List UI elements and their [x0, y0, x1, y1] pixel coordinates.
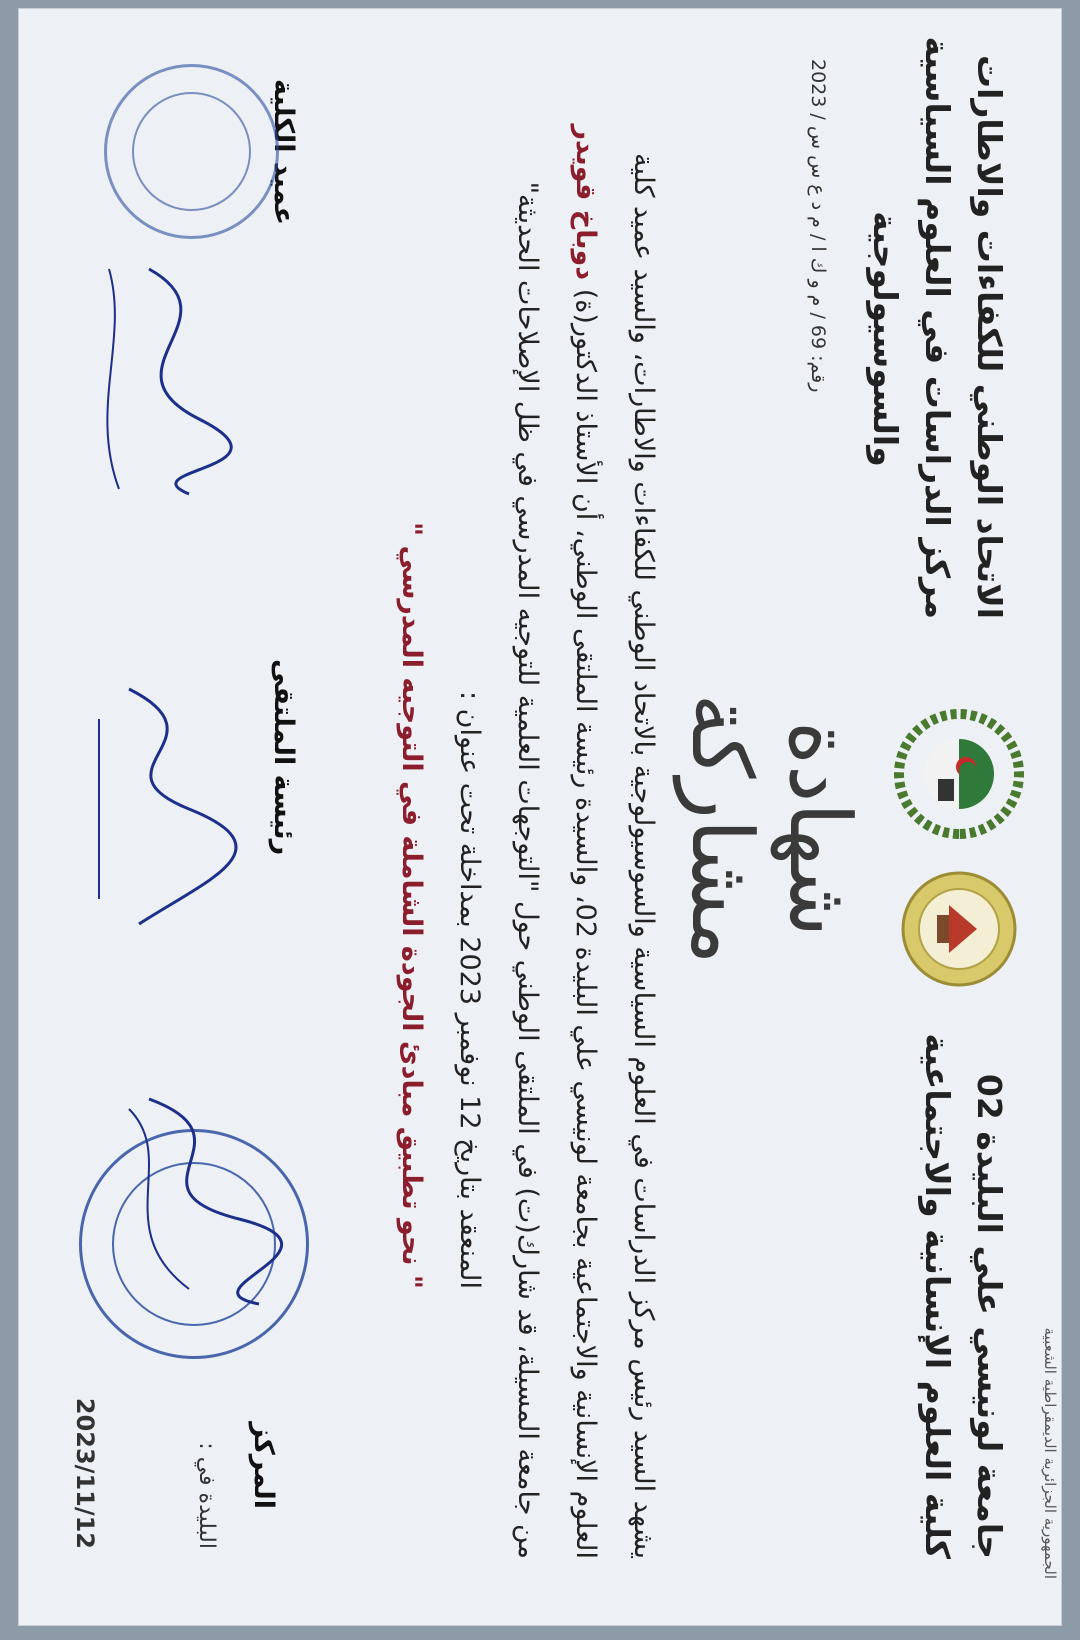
body-line-4: المنعقد بتاريخ 12 نوفمبر 2023 بمداخلة تحت عنوان :: [454, 691, 485, 1289]
certificate-paper: [18, 8, 1062, 1626]
university-logo: [899, 869, 1019, 989]
dean-stamp-inner-ring: [132, 92, 251, 211]
place-date-label: البليدة في :: [194, 1442, 219, 1549]
center-name-line1: مركز الدراسات في العلوم السياسية: [918, 36, 957, 619]
body-line-2-wrap: [570, 124, 601, 1559]
faculty-name: كلية العلوم الإنسانية والاجتماعية: [918, 1033, 957, 1559]
body-line-2: العلوم الإنسانية والاجتماعية بجامعة لونيسي علي البليدة 02، والسيدة رئيسة الملتقى الوطني، أن الأستاذ الدكتور(ة): [570, 288, 601, 1559]
reference-value: 69 / م و ك ا / م د ع س س / 2023: [807, 59, 829, 350]
dean-stamp: [104, 64, 279, 239]
body-line-3: من جامعة المسيلة، قد شارك(ت) في الملتقى الوطني حول "التوجهات العلمية للتوجيه المدرسي في ظل الإصلاحات الحديثة": [512, 181, 543, 1559]
center-name-line2: والسوسيولوجية: [866, 211, 905, 467]
participant-name: دوباخ قويدر: [570, 124, 601, 281]
university-name: جامعة لونيسي علي البليدة 02: [970, 1073, 1009, 1559]
union-name: الاتحاد الوطني للكفاءات والاطارات: [970, 54, 1009, 619]
reference-label: رقم:: [807, 355, 829, 393]
chair-signature: [79, 679, 249, 939]
certificate-title: شهادة مشاركة: [673, 693, 869, 965]
reference-number: [807, 59, 829, 392]
header-ribbon: الجمهورية الجزائرية الديمقراطية الشعبية: [1041, 1327, 1059, 1579]
dean-signatory: عميد الكلية: [268, 79, 299, 226]
talk-title: " نحو تطبيق مبادئ الجودة الشاملة في التوجيه المدرسي ": [396, 522, 427, 1289]
place-date-value: 2023/11/12: [71, 1397, 99, 1549]
conference-chair: رئيسة الملتقى: [268, 659, 299, 856]
center-signature: [99, 1079, 299, 1319]
union-emblem: [894, 709, 1024, 839]
dean-signature: [79, 249, 249, 509]
certificate-content: [39, 19, 1079, 1619]
body-line-1: يشهد السيد رئيس مركز الدراسات في العلوم السياسية والسوسيولوجية بالاتحاد الوطني للكفاءات والاطارات، والسيد عميد كلية: [628, 153, 659, 1559]
center-signatory: المركز: [248, 1422, 279, 1509]
